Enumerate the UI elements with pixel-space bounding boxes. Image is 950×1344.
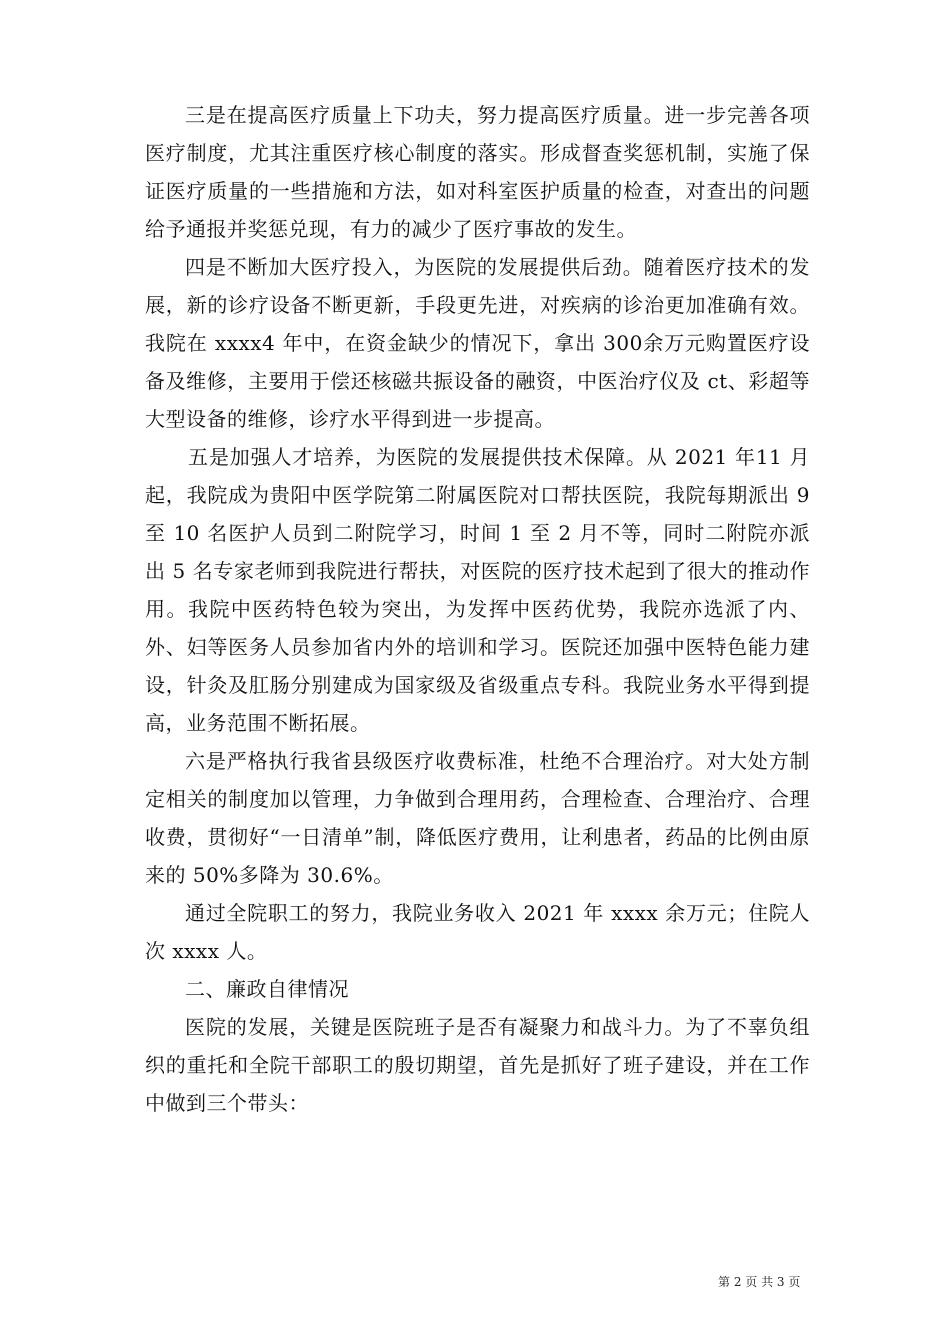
section-heading-integrity: 二、廉政自律情况 [185, 977, 349, 1001]
paragraph-medical-quality: 三是在提高医疗质量上下功夫，努力提高医疗质量。进一步完善各项医疗制度，尤其注重医疗核心制度的落实。形成督查奖惩机制，实施了保证医疗质量的一些措施和方法，如对科室医护质量的检查，对查出的问题给予通报并奖惩兑现，有力的减少了医疗事故的发生。 [145, 103, 810, 241]
paragraph-leadership: 医院的发展，关键是医院班子是否有凝聚力和战斗力。为了不辜负组织的重托和全院干部职工的殷切期望，首先是抓好了班子建设，并在工作中做到三个带头： [145, 1015, 810, 1115]
page-number-footer: 第 2 页 共 3 页 [718, 1275, 801, 1289]
paragraph-talent-training: 五是加强人才培养，为医院的发展提供技术保障。从 2021 年11 月起，我院成为贵阳中医学院第二附属医院对口帮扶医院，我院每期派出 9 至 10 名医护人员到二附院学习，时间 1 至 2 月不等，同时二附院亦派出 5 名专家老师到我院进行帮扶，对医院的医疗技术起到了很大的推动作用。我院中医药特色较为突出，为发挥中医药优势，我院亦选派了内、外、妇等医务人员参加省内外的培训和学习。医院还加强中医特色能力建设，针灸及肛肠分别建成为国家级及省级重点专科。我院业务水平得到提高，业务范围不断拓展。 [145, 445, 810, 735]
paragraph-fee-standards: 六是严格执行我省县级医疗收费标准，杜绝不合理治疗。对大处方制定相关的制度加以管理，力争做到合理用药，合理检查、合理治疗、合理收费，贯彻好“一日清单”制，降低医疗费用，让利患者，药品的比例由原来的 50%多降为 30.6%。 [145, 749, 810, 887]
paragraph-medical-investment: 四是不断加大医疗投入，为医院的发展提供后劲。随着医疗技术的发展，新的诊疗设备不断更新，手段更先进，对疾病的诊治更加准确有效。我院在 xxxx4 年中，在资金缺少的情况下，拿出 300余万元购置医疗设备及维修，主要用于偿还核磁共振设备的融资，中医治疗仪及 ct、彩超等大型设备的维修，诊疗水平得到进一步提高。 [145, 255, 810, 431]
paragraph-income-summary: 通过全院职工的努力，我院业务收入 2021 年 xxxx 余万元；住院人次 xxxx 人。 [145, 901, 810, 963]
document-body [145, 96, 810, 1122]
